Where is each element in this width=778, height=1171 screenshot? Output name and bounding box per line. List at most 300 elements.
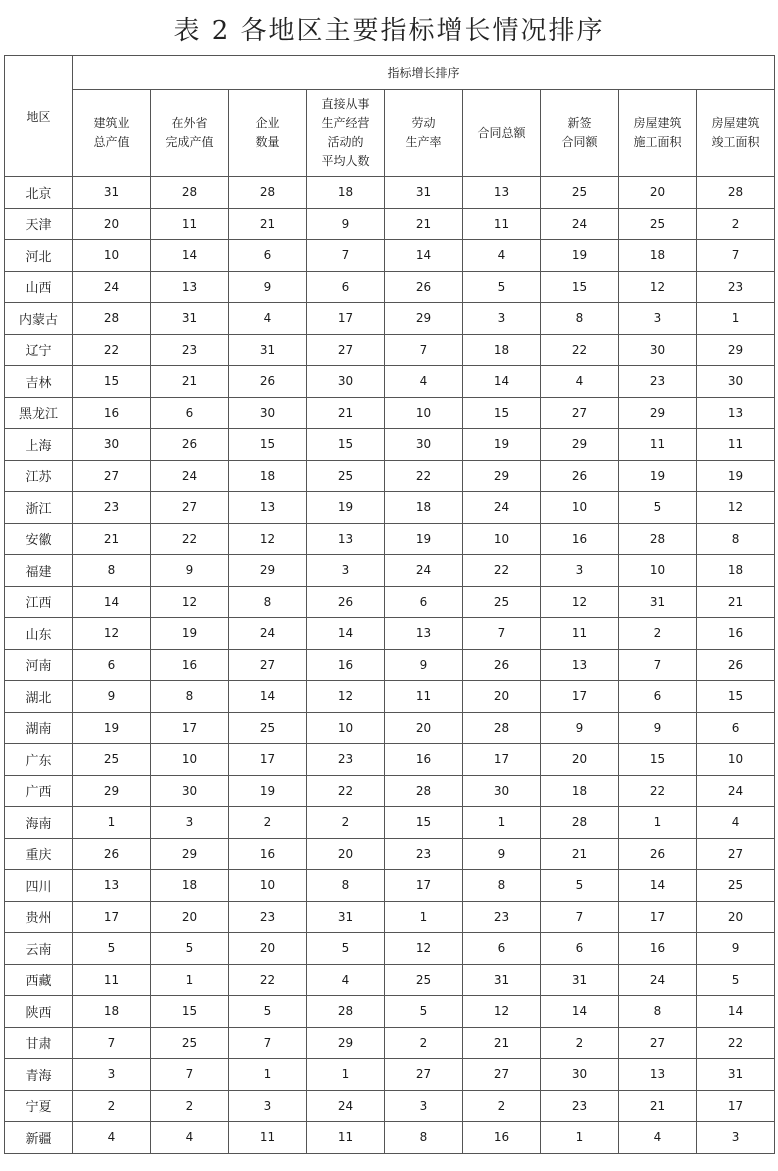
rank-cell: 20 <box>307 838 385 870</box>
rank-cell: 4 <box>463 240 541 272</box>
column-header-5: 劳动 生产率 <box>385 90 463 177</box>
rank-cell: 7 <box>619 649 697 681</box>
rank-cell: 24 <box>619 964 697 996</box>
rank-cell: 5 <box>73 933 151 965</box>
region-cell: 北京 <box>5 177 73 209</box>
rank-cell: 11 <box>229 1122 307 1154</box>
rank-cell: 2 <box>229 807 307 839</box>
rank-cell: 31 <box>151 303 229 335</box>
rank-cell: 21 <box>697 586 775 618</box>
rank-cell: 4 <box>229 303 307 335</box>
rank-cell: 18 <box>151 870 229 902</box>
rank-cell: 28 <box>151 177 229 209</box>
rank-cell: 1 <box>541 1122 619 1154</box>
region-cell: 湖北 <box>5 681 73 713</box>
rank-cell: 11 <box>73 964 151 996</box>
rank-cell: 14 <box>697 996 775 1028</box>
column-header-7: 新签 合同额 <box>541 90 619 177</box>
rank-cell: 28 <box>229 177 307 209</box>
rank-cell: 10 <box>463 523 541 555</box>
region-cell: 安徽 <box>5 523 73 555</box>
rank-cell: 20 <box>619 177 697 209</box>
rank-cell: 4 <box>307 964 385 996</box>
region-cell: 贵州 <box>5 901 73 933</box>
rank-cell: 18 <box>463 334 541 366</box>
rank-cell: 11 <box>463 208 541 240</box>
rank-cell: 8 <box>619 996 697 1028</box>
rank-cell: 8 <box>697 523 775 555</box>
rank-cell: 26 <box>151 429 229 461</box>
rank-cell: 9 <box>619 712 697 744</box>
rank-cell: 31 <box>73 177 151 209</box>
rank-cell: 2 <box>151 1090 229 1122</box>
rank-cell: 7 <box>151 1059 229 1091</box>
table-row <box>5 618 775 650</box>
rank-cell: 13 <box>541 649 619 681</box>
rank-cell: 4 <box>151 1122 229 1154</box>
rank-cell: 4 <box>697 807 775 839</box>
rank-cell: 26 <box>463 649 541 681</box>
rank-cell: 25 <box>229 712 307 744</box>
table-row <box>5 523 775 555</box>
rank-cell: 2 <box>619 618 697 650</box>
rank-cell: 23 <box>541 1090 619 1122</box>
rank-cell: 18 <box>385 492 463 524</box>
rank-cell: 25 <box>307 460 385 492</box>
rank-cell: 23 <box>385 838 463 870</box>
table-row <box>5 429 775 461</box>
rank-cell: 4 <box>541 366 619 398</box>
rank-cell: 21 <box>463 1027 541 1059</box>
rank-cell: 14 <box>229 681 307 713</box>
table-row <box>5 712 775 744</box>
rank-cell: 12 <box>385 933 463 965</box>
region-cell: 上海 <box>5 429 73 461</box>
rank-cell: 15 <box>697 681 775 713</box>
rank-cell: 22 <box>463 555 541 587</box>
rank-cell: 3 <box>463 303 541 335</box>
rank-cell: 28 <box>619 523 697 555</box>
rank-cell: 24 <box>541 208 619 240</box>
rank-cell: 19 <box>73 712 151 744</box>
rank-cell: 8 <box>151 681 229 713</box>
table-row <box>5 744 775 776</box>
region-cell: 辽宁 <box>5 334 73 366</box>
rank-cell: 18 <box>541 775 619 807</box>
table-row <box>5 1090 775 1122</box>
rank-cell: 9 <box>151 555 229 587</box>
table-row <box>5 460 775 492</box>
region-cell: 甘肃 <box>5 1027 73 1059</box>
column-header-6: 合同总额 <box>463 90 541 177</box>
rank-cell: 26 <box>307 586 385 618</box>
rank-cell: 29 <box>541 429 619 461</box>
rank-cell: 15 <box>385 807 463 839</box>
rank-cell: 4 <box>73 1122 151 1154</box>
rank-cell: 3 <box>619 303 697 335</box>
rank-cell: 7 <box>307 240 385 272</box>
rank-cell: 16 <box>463 1122 541 1154</box>
rank-cell: 12 <box>151 586 229 618</box>
region-cell: 内蒙古 <box>5 303 73 335</box>
rank-cell: 16 <box>151 649 229 681</box>
rank-cell: 19 <box>619 460 697 492</box>
region-cell: 陕西 <box>5 996 73 1028</box>
rank-cell: 31 <box>463 964 541 996</box>
rank-cell: 30 <box>229 397 307 429</box>
rank-cell: 5 <box>151 933 229 965</box>
rank-cell: 5 <box>541 870 619 902</box>
rank-cell: 28 <box>697 177 775 209</box>
rank-cell: 7 <box>541 901 619 933</box>
rank-cell: 20 <box>151 901 229 933</box>
rank-cell: 24 <box>463 492 541 524</box>
rank-cell: 27 <box>697 838 775 870</box>
table-row <box>5 933 775 965</box>
rank-cell: 21 <box>151 366 229 398</box>
table-row <box>5 1122 775 1154</box>
rank-cell: 15 <box>73 366 151 398</box>
rank-cell: 9 <box>385 649 463 681</box>
rank-cell: 23 <box>229 901 307 933</box>
region-cell: 广西 <box>5 775 73 807</box>
rank-cell: 31 <box>307 901 385 933</box>
rank-cell: 28 <box>385 775 463 807</box>
rank-cell: 2 <box>73 1090 151 1122</box>
table-row <box>5 177 775 209</box>
rank-cell: 28 <box>463 712 541 744</box>
region-cell: 山西 <box>5 271 73 303</box>
rank-cell: 25 <box>151 1027 229 1059</box>
rank-cell: 30 <box>307 366 385 398</box>
rank-cell: 2 <box>307 807 385 839</box>
rank-cell: 23 <box>619 366 697 398</box>
rank-cell: 20 <box>463 681 541 713</box>
rank-cell: 27 <box>151 492 229 524</box>
region-cell: 四川 <box>5 870 73 902</box>
rank-cell: 9 <box>463 838 541 870</box>
rank-cell: 12 <box>619 271 697 303</box>
rank-cell: 30 <box>385 429 463 461</box>
rank-cell: 31 <box>541 964 619 996</box>
rank-cell: 6 <box>229 240 307 272</box>
rank-cell: 27 <box>307 334 385 366</box>
rank-cell: 9 <box>697 933 775 965</box>
rank-cell: 23 <box>463 901 541 933</box>
rank-cell: 12 <box>697 492 775 524</box>
rank-cell: 8 <box>463 870 541 902</box>
rank-cell: 11 <box>619 429 697 461</box>
rank-cell: 10 <box>307 712 385 744</box>
rank-cell: 28 <box>541 807 619 839</box>
rank-cell: 6 <box>73 649 151 681</box>
table-row <box>5 397 775 429</box>
table-row <box>5 240 775 272</box>
rank-cell: 10 <box>541 492 619 524</box>
rank-cell: 1 <box>73 807 151 839</box>
table-row <box>5 775 775 807</box>
rank-cell: 20 <box>73 208 151 240</box>
rank-cell: 26 <box>697 649 775 681</box>
rank-cell: 17 <box>73 901 151 933</box>
rank-cell: 23 <box>151 334 229 366</box>
rank-cell: 1 <box>697 303 775 335</box>
table-row <box>5 807 775 839</box>
rank-cell: 31 <box>229 334 307 366</box>
rank-cell: 12 <box>463 996 541 1028</box>
rank-cell: 29 <box>463 460 541 492</box>
region-cell: 海南 <box>5 807 73 839</box>
rank-cell: 16 <box>385 744 463 776</box>
region-cell: 河北 <box>5 240 73 272</box>
table-row <box>5 901 775 933</box>
rank-cell: 6 <box>619 681 697 713</box>
rank-cell: 14 <box>541 996 619 1028</box>
rank-cell: 21 <box>73 523 151 555</box>
rank-cell: 29 <box>697 334 775 366</box>
table-row <box>5 208 775 240</box>
rank-cell: 6 <box>151 397 229 429</box>
rank-cell: 19 <box>697 460 775 492</box>
rank-cell: 1 <box>619 807 697 839</box>
rank-cell: 12 <box>73 618 151 650</box>
rank-cell: 23 <box>307 744 385 776</box>
region-cell: 福建 <box>5 555 73 587</box>
table-row <box>5 555 775 587</box>
rank-cell: 8 <box>73 555 151 587</box>
rank-cell: 20 <box>385 712 463 744</box>
rank-cell: 17 <box>541 681 619 713</box>
rank-cell: 10 <box>151 744 229 776</box>
rank-cell: 4 <box>619 1122 697 1154</box>
rank-cell: 21 <box>385 208 463 240</box>
rank-cell: 6 <box>307 271 385 303</box>
rank-cell: 15 <box>307 429 385 461</box>
table-row <box>5 366 775 398</box>
rank-cell: 25 <box>619 208 697 240</box>
group-header: 指标增长排序 <box>73 56 775 90</box>
rank-cell: 13 <box>307 523 385 555</box>
rank-cell: 3 <box>229 1090 307 1122</box>
rank-cell: 22 <box>151 523 229 555</box>
rank-cell: 25 <box>463 586 541 618</box>
rank-cell: 17 <box>385 870 463 902</box>
rank-cell: 29 <box>229 555 307 587</box>
table-row <box>5 492 775 524</box>
region-cell: 广东 <box>5 744 73 776</box>
rank-cell: 14 <box>73 586 151 618</box>
ranking-table <box>4 55 775 1154</box>
rank-cell: 13 <box>463 177 541 209</box>
rank-cell: 3 <box>541 555 619 587</box>
region-cell: 湖南 <box>5 712 73 744</box>
rank-cell: 2 <box>463 1090 541 1122</box>
rank-cell: 24 <box>151 460 229 492</box>
rank-cell: 27 <box>619 1027 697 1059</box>
rank-cell: 1 <box>151 964 229 996</box>
rank-cell: 6 <box>463 933 541 965</box>
rank-cell: 22 <box>385 460 463 492</box>
region-cell: 西藏 <box>5 964 73 996</box>
region-cell: 新疆 <box>5 1122 73 1154</box>
rank-cell: 14 <box>463 366 541 398</box>
rank-cell: 28 <box>73 303 151 335</box>
rank-cell: 26 <box>73 838 151 870</box>
rank-cell: 27 <box>229 649 307 681</box>
rank-cell: 27 <box>463 1059 541 1091</box>
rank-cell: 11 <box>151 208 229 240</box>
rank-cell: 5 <box>229 996 307 1028</box>
rank-cell: 6 <box>697 712 775 744</box>
rank-cell: 3 <box>307 555 385 587</box>
region-cell: 江苏 <box>5 460 73 492</box>
rank-cell: 10 <box>619 555 697 587</box>
region-cell: 河南 <box>5 649 73 681</box>
rank-cell: 11 <box>697 429 775 461</box>
rank-cell: 22 <box>697 1027 775 1059</box>
rank-cell: 6 <box>541 933 619 965</box>
rank-cell: 13 <box>619 1059 697 1091</box>
rank-cell: 5 <box>307 933 385 965</box>
rank-cell: 18 <box>229 460 307 492</box>
rank-cell: 25 <box>541 177 619 209</box>
rank-cell: 16 <box>307 649 385 681</box>
table-row <box>5 964 775 996</box>
table-row <box>5 1059 775 1091</box>
rank-cell: 30 <box>697 366 775 398</box>
rank-cell: 10 <box>697 744 775 776</box>
rank-cell: 4 <box>385 366 463 398</box>
rank-cell: 12 <box>541 586 619 618</box>
rank-cell: 7 <box>697 240 775 272</box>
column-header-8: 房屋建筑 施工面积 <box>619 90 697 177</box>
table-row <box>5 303 775 335</box>
rank-cell: 1 <box>229 1059 307 1091</box>
rank-cell: 19 <box>463 429 541 461</box>
table-row <box>5 586 775 618</box>
rank-cell: 26 <box>385 271 463 303</box>
rank-cell: 20 <box>541 744 619 776</box>
rank-cell: 21 <box>307 397 385 429</box>
rank-cell: 7 <box>73 1027 151 1059</box>
rank-cell: 30 <box>619 334 697 366</box>
region-cell: 山东 <box>5 618 73 650</box>
rank-cell: 30 <box>151 775 229 807</box>
rank-cell: 1 <box>307 1059 385 1091</box>
region-cell: 浙江 <box>5 492 73 524</box>
column-header-3: 企业 数量 <box>229 90 307 177</box>
rank-cell: 24 <box>307 1090 385 1122</box>
rank-cell: 7 <box>385 334 463 366</box>
rank-cell: 27 <box>73 460 151 492</box>
rank-cell: 3 <box>697 1122 775 1154</box>
rank-cell: 21 <box>229 208 307 240</box>
rank-cell: 22 <box>229 964 307 996</box>
table-row <box>5 870 775 902</box>
rank-cell: 15 <box>229 429 307 461</box>
rank-cell: 29 <box>151 838 229 870</box>
table-row <box>5 996 775 1028</box>
rank-cell: 22 <box>307 775 385 807</box>
rank-cell: 21 <box>619 1090 697 1122</box>
column-header-4: 直接从事 生产经营 活动的 平均人数 <box>307 90 385 177</box>
region-cell: 天津 <box>5 208 73 240</box>
table-row <box>5 334 775 366</box>
rank-cell: 5 <box>619 492 697 524</box>
rank-cell: 19 <box>307 492 385 524</box>
rank-cell: 16 <box>541 523 619 555</box>
rank-cell: 29 <box>619 397 697 429</box>
rank-cell: 26 <box>229 366 307 398</box>
rank-cell: 29 <box>307 1027 385 1059</box>
rank-cell: 2 <box>697 208 775 240</box>
rank-cell: 17 <box>307 303 385 335</box>
rank-cell: 24 <box>697 775 775 807</box>
rank-cell: 13 <box>385 618 463 650</box>
table-title: 表 2 各地区主要指标增长情况排序 <box>173 16 605 46</box>
rank-cell: 9 <box>307 208 385 240</box>
rank-cell: 9 <box>541 712 619 744</box>
rank-cell: 1 <box>385 901 463 933</box>
rank-cell: 21 <box>541 838 619 870</box>
rank-cell: 3 <box>73 1059 151 1091</box>
rank-cell: 15 <box>541 271 619 303</box>
rank-cell: 19 <box>151 618 229 650</box>
region-cell: 重庆 <box>5 838 73 870</box>
rank-cell: 16 <box>619 933 697 965</box>
rank-cell: 17 <box>619 901 697 933</box>
rank-cell: 12 <box>229 523 307 555</box>
rank-cell: 13 <box>151 271 229 303</box>
rank-cell: 13 <box>73 870 151 902</box>
rank-cell: 11 <box>307 1122 385 1154</box>
rank-cell: 20 <box>697 901 775 933</box>
rank-cell: 15 <box>151 996 229 1028</box>
rank-cell: 25 <box>697 870 775 902</box>
rank-cell: 11 <box>541 618 619 650</box>
column-header-2: 在外省 完成产值 <box>151 90 229 177</box>
rank-cell: 6 <box>385 586 463 618</box>
rank-cell: 25 <box>385 964 463 996</box>
rank-cell: 24 <box>73 271 151 303</box>
region-cell: 宁夏 <box>5 1090 73 1122</box>
rank-cell: 22 <box>619 775 697 807</box>
rank-cell: 13 <box>697 397 775 429</box>
rank-cell: 17 <box>229 744 307 776</box>
rank-cell: 11 <box>385 681 463 713</box>
rank-cell: 31 <box>619 586 697 618</box>
rank-cell: 12 <box>307 681 385 713</box>
rank-cell: 8 <box>541 303 619 335</box>
rank-cell: 5 <box>697 964 775 996</box>
rank-cell: 31 <box>697 1059 775 1091</box>
rank-cell: 23 <box>73 492 151 524</box>
rank-cell: 19 <box>541 240 619 272</box>
rank-cell: 18 <box>307 177 385 209</box>
rank-cell: 18 <box>73 996 151 1028</box>
rank-cell: 1 <box>463 807 541 839</box>
rank-cell: 5 <box>385 996 463 1028</box>
region-cell: 黑龙江 <box>5 397 73 429</box>
rank-cell: 19 <box>229 775 307 807</box>
rank-cell: 30 <box>463 775 541 807</box>
table-row <box>5 649 775 681</box>
rank-cell: 22 <box>73 334 151 366</box>
rank-cell: 19 <box>385 523 463 555</box>
rank-cell: 22 <box>541 334 619 366</box>
rank-cell: 23 <box>697 271 775 303</box>
rank-cell: 7 <box>463 618 541 650</box>
